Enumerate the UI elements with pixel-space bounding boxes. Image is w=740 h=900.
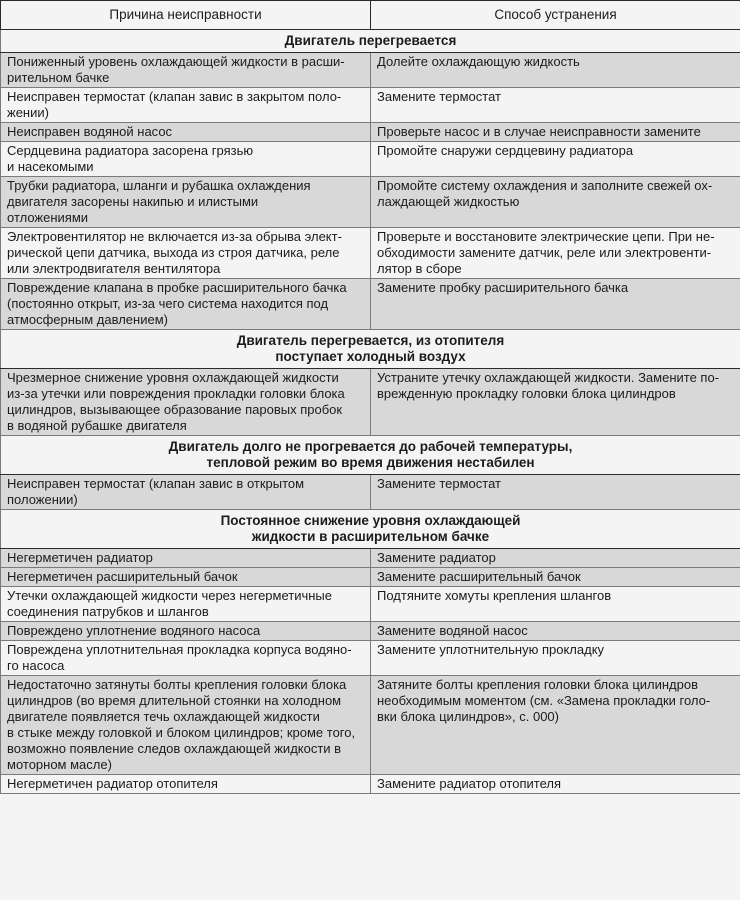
remedy-text: Промойте систему охлаждения и заполните свежей ох- лаждающей жидкостью xyxy=(377,178,713,209)
remedy-text: Замените уплотнительную прокладку xyxy=(377,642,605,657)
remedy-text: Промойте снаружи сердцевину радиатора xyxy=(377,143,634,158)
remedy-cell xyxy=(371,177,740,228)
cause-text: Негерметичен радиатор отопителя xyxy=(7,776,218,791)
cause-cell xyxy=(1,775,371,794)
cause-text: Повреждена уплотнительная прокладка корпуса водяно- го насоса xyxy=(7,642,352,673)
remedy-text: Замените расширительный бачок xyxy=(377,569,581,584)
remedy-text: Устраните утечку охлаждающей жидкости. Замените по- врежденную прокладку головки блока цилиндров xyxy=(377,370,720,401)
remedy-cell xyxy=(371,228,740,279)
table-row xyxy=(1,568,740,587)
cause-text: Негерметичен радиатор xyxy=(7,550,153,565)
column-header-cause: Причина неисправности xyxy=(1,1,371,30)
remedy-cell xyxy=(371,88,740,123)
remedy-text: Замените пробку расширительного бачка xyxy=(377,280,629,295)
table-row xyxy=(1,123,740,142)
table-row xyxy=(1,369,740,436)
cause-text: Неисправен термостат (клапан завис в закрытом поло- жении) xyxy=(7,89,342,120)
table-row xyxy=(1,775,740,794)
remedy-text: Подтяните хомуты крепления шлангов xyxy=(377,588,612,603)
table-row xyxy=(1,53,740,88)
remedy-text: Замените радиатор xyxy=(377,550,496,565)
cause-text: Электровентилятор не включается из-за обрыва элект- рической цепи датчика, выхода из строя датчика, реле или электродвигателя вентилятора xyxy=(7,229,342,276)
remedy-cell xyxy=(371,279,740,330)
table-body xyxy=(1,30,740,794)
cause-text: Недостаточно затянуты болты крепления головки блока цилиндров (во время длительной стоянки на холодном двигателе появляется течь охлаждающей жидкости в стыке между головкой и блоком цилиндров; кроме того, возможно появление следов охлаждающей жидкости в моторном масле) xyxy=(7,677,356,772)
remedy-cell xyxy=(371,641,740,676)
remedy-text: Затяните болты крепления головки блока цилиндров необходимым моментом (см. «Замена прокладки голо- вки блока цилиндров», с. 000) xyxy=(377,677,711,724)
column-header-remedy: Способ устранения xyxy=(371,1,740,30)
cause-cell xyxy=(1,587,371,622)
cause-cell xyxy=(1,228,371,279)
section-title xyxy=(1,30,740,53)
table-row xyxy=(1,676,740,775)
cause-text: Неисправен водяной насос xyxy=(7,124,173,139)
table-row xyxy=(1,177,740,228)
cause-text: Трубки радиатора, шланги и рубашка охлаждения двигателя засорены накипью и илистыми отложениями xyxy=(7,178,311,225)
section-header-row xyxy=(1,30,740,53)
cause-cell xyxy=(1,142,371,177)
table-row xyxy=(1,549,740,568)
remedy-cell xyxy=(371,775,740,794)
remedy-text: Замените термостат xyxy=(377,89,501,104)
remedy-text: Замените термостат xyxy=(377,476,501,491)
remedy-cell xyxy=(371,676,740,775)
cause-text: Утечки охлаждающей жидкости через негерметичные соединения патрубков и шлангов xyxy=(7,588,332,619)
remedy-cell xyxy=(371,142,740,177)
remedy-cell xyxy=(371,622,740,641)
cause-text: Повреждение клапана в пробке расширительного бачка (постоянно открыт, из-за чего система находится под атмосферным давлением) xyxy=(7,280,347,327)
table-row xyxy=(1,142,740,177)
cause-cell xyxy=(1,549,371,568)
cause-text: Неисправен термостат (клапан завис в открытом положении) xyxy=(7,476,305,507)
cause-cell xyxy=(1,53,371,88)
cause-cell xyxy=(1,177,371,228)
remedy-cell xyxy=(371,568,740,587)
section-title-text: Двигатель долго не прогревается до рабочей температуры, тепловой режим во время движения нестабилен xyxy=(168,439,573,470)
remedy-text: Замените водяной насос xyxy=(377,623,528,638)
cause-cell xyxy=(1,88,371,123)
cause-cell xyxy=(1,676,371,775)
cause-text: Пониженный уровень охлаждающей жидкости в расши- рительном бачке xyxy=(7,54,345,85)
table-row xyxy=(1,622,740,641)
remedy-text: Проверьте и восстановите электрические цепи. При не- обходимости замените датчик, реле или электровенти- лятор в сборе xyxy=(377,229,715,276)
section-title xyxy=(1,436,740,475)
table-row xyxy=(1,228,740,279)
remedy-cell xyxy=(371,369,740,436)
cause-cell xyxy=(1,123,371,142)
cause-cell xyxy=(1,369,371,436)
table-row xyxy=(1,641,740,676)
cause-cell xyxy=(1,475,371,510)
cause-cell xyxy=(1,622,371,641)
remedy-text: Проверьте насос и в случае неисправности замените xyxy=(377,124,701,139)
cause-cell xyxy=(1,279,371,330)
cause-text: Повреждено уплотнение водяного насоса xyxy=(7,623,261,638)
section-header-row xyxy=(1,510,740,549)
section-title-text: Постоянное снижение уровня охлаждающей жидкости в расширительном бачке xyxy=(220,513,521,544)
table-header-row xyxy=(1,1,740,30)
remedy-cell xyxy=(371,123,740,142)
cause-text: Чрезмерное снижение уровня охлаждающей жидкости из-за утечки или повреждения прокладки головки блока цилиндров, вызывающее образование паровых пробок в водяной рубашке двигателя xyxy=(7,370,345,433)
cause-text: Негерметичен расширительный бачок xyxy=(7,569,238,584)
remedy-text: Долейте охлаждающую жидкость xyxy=(377,54,580,69)
remedy-cell xyxy=(371,53,740,88)
table-row xyxy=(1,475,740,510)
table-row xyxy=(1,279,740,330)
section-header-row xyxy=(1,330,740,369)
cause-cell xyxy=(1,568,371,587)
section-title xyxy=(1,330,740,369)
section-title-text: Двигатель перегревается, из отопителя поступает холодный воздух xyxy=(236,333,505,364)
cause-cell xyxy=(1,641,371,676)
remedy-cell xyxy=(371,549,740,568)
remedy-text: Замените радиатор отопителя xyxy=(377,776,561,791)
section-header-row xyxy=(1,436,740,475)
section-title-text: Двигатель перегревается xyxy=(284,33,457,48)
table-row xyxy=(1,587,740,622)
remedy-cell xyxy=(371,587,740,622)
section-title xyxy=(1,510,740,549)
remedy-cell xyxy=(371,475,740,510)
cause-text: Сердцевина радиатора засорена грязью и насекомыми xyxy=(7,143,254,174)
table-row xyxy=(1,88,740,123)
